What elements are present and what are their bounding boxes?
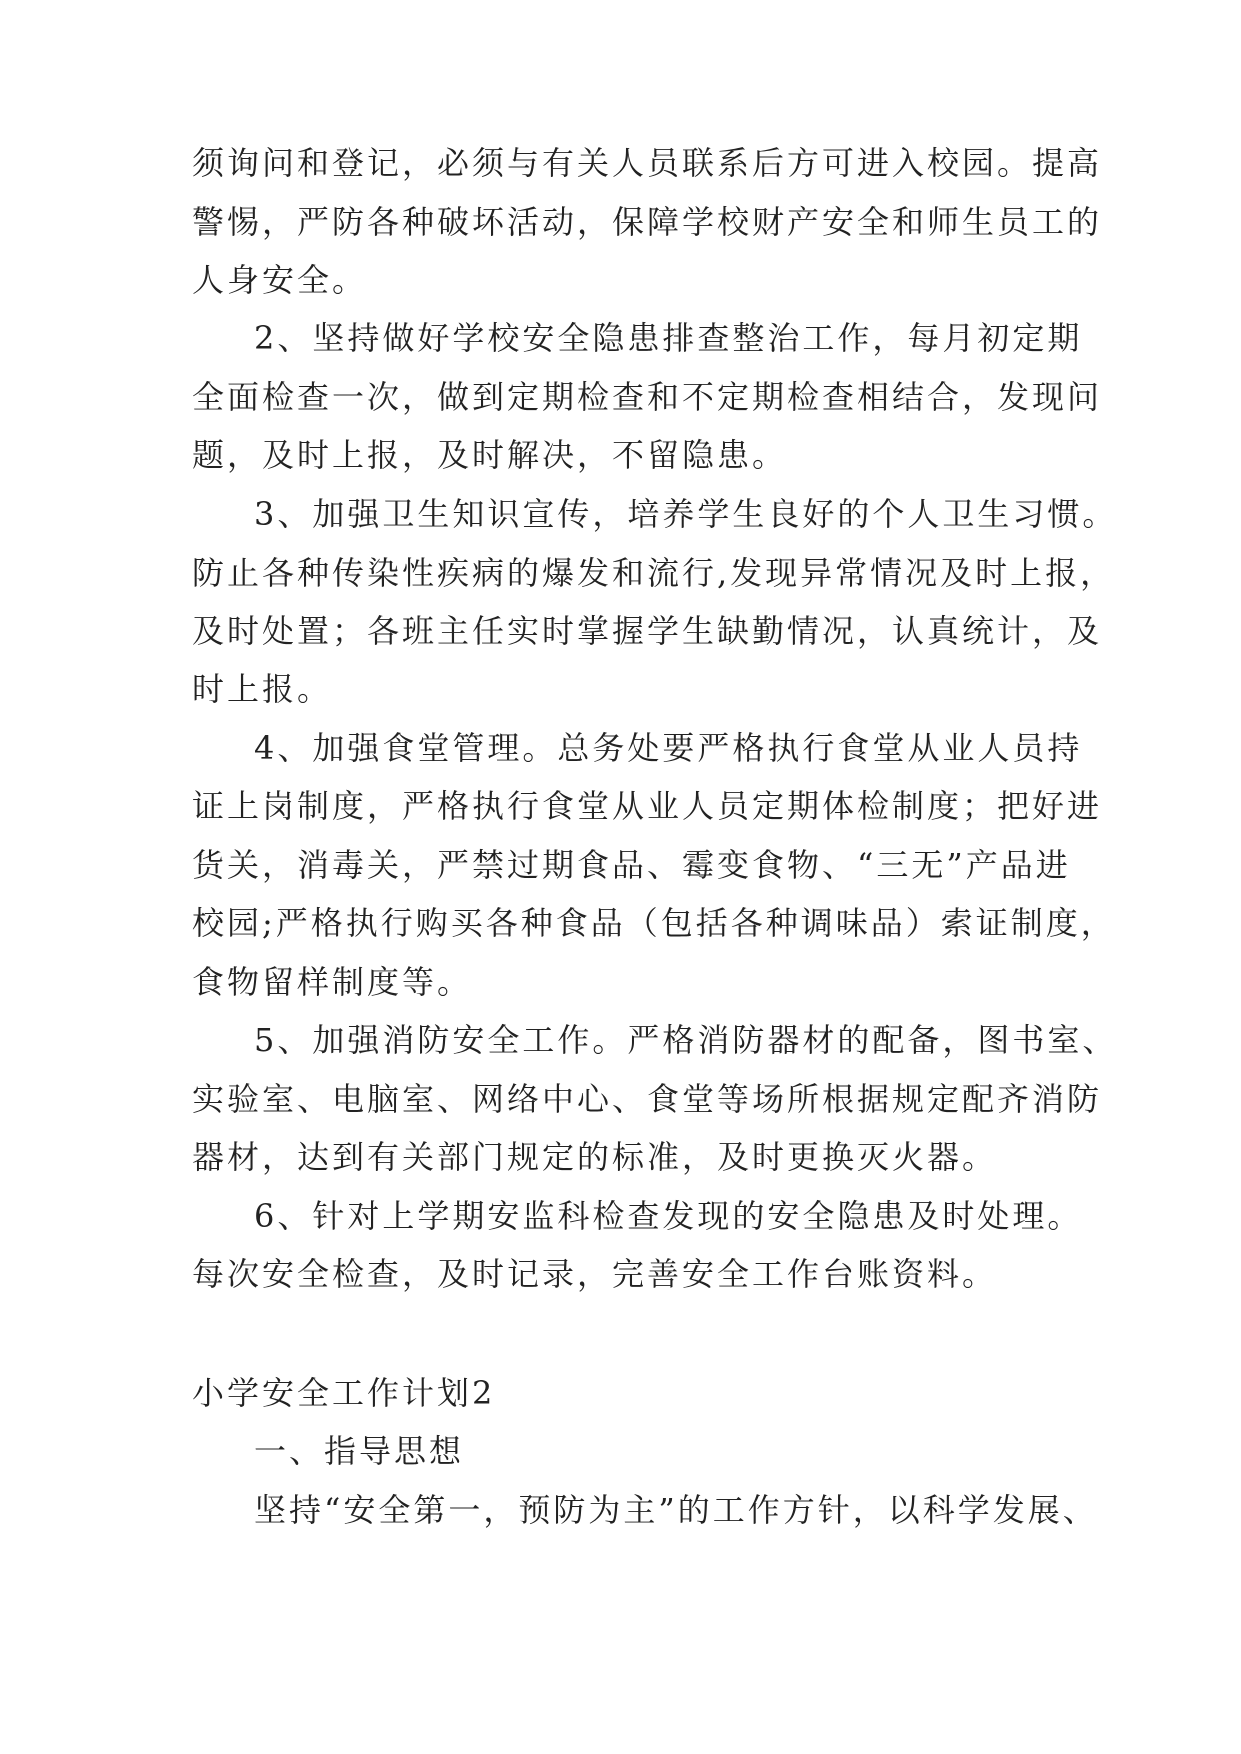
text-line: 题，及时上报，及时解决，不留隐患。	[192, 436, 788, 474]
text-line: 防止各种传染性疾病的爆发和流行,发现异常情况及时上报，	[192, 554, 1116, 592]
text-line: 须询问和登记，必须与有关人员联系后方可进入校园。提高	[192, 144, 1103, 182]
text-line: 坚持“安全第一，预防为主”的工作方针，以科学发展、	[254, 1491, 1098, 1529]
text-line: 食物留样制度等。	[192, 963, 473, 1001]
text-line: 货关，消毒关，严禁过期食品、霉变食物、“三无”产品进	[192, 846, 1071, 884]
text-line: 证上岗制度，严格执行食堂从业人员定期体检制度；把好进	[192, 787, 1103, 825]
text-line: 人身安全。	[192, 261, 368, 299]
text-line: 时上报。	[192, 670, 333, 708]
text-line: 5、加强消防安全工作。严格消防器材的配备，图书室、	[254, 1021, 1118, 1059]
text-line: 2、坚持做好学校安全隐患排查整治工作，每月初定期	[254, 319, 1083, 357]
text-line: 6、针对上学期安监科检查发现的安全隐患及时处理。	[254, 1197, 1083, 1235]
text-line: 校园;严格执行购买各种食品（包括各种调味品）索证制度，	[192, 904, 1116, 942]
text-line: 及时处置；各班主任实时掌握学生缺勤情况，认真统计，及	[192, 612, 1103, 650]
text-line: 每次安全检查，及时记录，完善安全工作台账资料。	[192, 1255, 998, 1293]
text-line: 4、加强食堂管理。总务处要严格执行食堂从业人员持	[254, 729, 1083, 767]
text-line: 实验室、电脑室、网络中心、食堂等场所根据规定配齐消防	[192, 1080, 1103, 1118]
text-line: 器材，达到有关部门规定的标准，及时更换灭火器。	[192, 1138, 998, 1176]
section-heading: 一、指导思想	[254, 1432, 465, 1470]
text-line: 3、加强卫生知识宣传，培养学生良好的个人卫生习惯。	[254, 495, 1118, 533]
section-title: 小学安全工作计划2	[192, 1374, 496, 1412]
text-line: 全面检查一次，做到定期检查和不定期检查相结合，发现问	[192, 378, 1103, 416]
text-line: 警惕，严防各种破坏活动，保障学校财产安全和师生员工的	[192, 203, 1103, 241]
